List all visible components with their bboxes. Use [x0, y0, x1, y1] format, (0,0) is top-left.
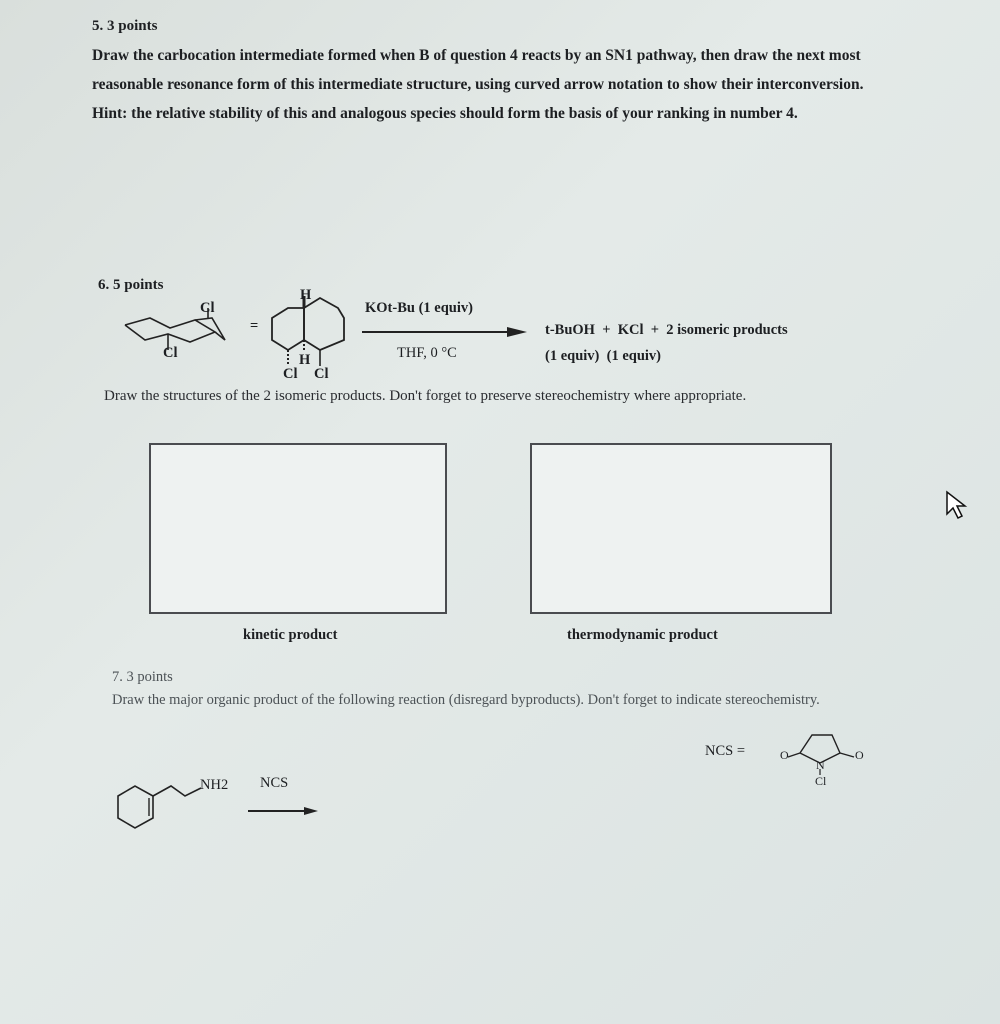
question-7-instructions: Draw the major organic product of the following reaction (disregard byproducts). Don't forget to indicate stereochemistry. [112, 692, 820, 708]
decalin-cl-right: Cl [314, 366, 329, 382]
reaction-arrow [362, 326, 532, 338]
ncs-n: N [816, 758, 825, 772]
question-7-points: 7. 3 points [112, 669, 173, 685]
mouse-cursor-icon [945, 490, 969, 520]
chair-cl-label-top: Cl [200, 300, 215, 316]
kinetic-product-box[interactable] [149, 443, 447, 614]
ncs-o-right: O [855, 748, 864, 762]
question-5-points: 5. 3 points [92, 18, 158, 34]
decalin-structure [268, 290, 358, 380]
ncs-cl: Cl [815, 774, 827, 788]
reagent-label: KOt-Bu (1 equiv) [365, 300, 473, 316]
decalin-h-top: H [300, 287, 312, 303]
kinetic-product-label: kinetic product [243, 627, 338, 643]
question-5 [92, 12, 892, 128]
ncs-structure [780, 725, 880, 785]
conditions-label: THF, 0 °C [397, 345, 457, 361]
reaction-arrow-7 [248, 806, 323, 816]
equals-sign: = [250, 318, 259, 334]
question-7 [112, 666, 882, 712]
chair-cl-label-bottom: Cl [163, 345, 178, 361]
question-6-points: 6. 5 points [98, 277, 164, 293]
ncs-o-left: O [780, 748, 789, 762]
ncs-definition-label: NCS = [705, 743, 746, 759]
products-label: t-BuOH + KCl + 2 isomeric products [545, 322, 788, 338]
question-5-text: Draw the carbocation intermediate formed when B of question 4 reacts by an SN1 pathway, then draw the next most reasonable resonance form of this intermediate structure, using curved arrow notation to show their interconversion. Hint: the relative stability of this and analogous species should form the basis of your ranking in number 4. [92, 47, 864, 122]
decalin-h-bottom: H [299, 352, 311, 368]
amine-label: NH2 [200, 777, 229, 793]
thermodynamic-product-label: thermodynamic product [567, 627, 718, 643]
ncs-reagent-label: NCS [260, 775, 289, 791]
equivs-label: (1 equiv) (1 equiv) [545, 348, 661, 364]
decalin-cl-left: Cl [283, 366, 298, 382]
thermodynamic-product-box[interactable] [530, 443, 832, 614]
chair-decalin-structure [120, 300, 240, 370]
question-6-instructions: Draw the structures of the 2 isomeric products. Don't forget to preserve stereochemistry where appropriate. [104, 388, 747, 404]
